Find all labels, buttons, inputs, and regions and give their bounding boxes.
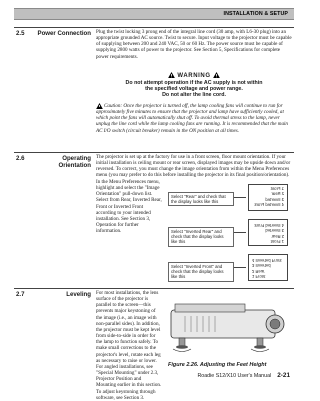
menu-preview-rear: 1 Front 2 Rear 3 Inverted 4 Inverted Front — [248, 184, 288, 211]
section-title: Operating Orientation — [58, 155, 91, 169]
orientation-callout: Select "Inverted Rear" and check that the display looks like this — [168, 227, 234, 247]
warning-title: WARNING — [96, 72, 292, 80]
warning-line: Do not attempt operation if the AC supply is not within — [125, 80, 263, 86]
section-rule — [14, 152, 294, 153]
page-number: 2-21 — [277, 372, 290, 379]
section-number: 2.5 — [16, 30, 25, 37]
section-title: Leveling — [66, 291, 91, 298]
menu-preview-inverted-front: 1 Front 2 Rear 3 Inverted 4 Inverted Front — [248, 254, 288, 281]
projector-feet-illustration — [165, 296, 290, 358]
header-title: INSTALLATION & SETUP — [223, 11, 288, 17]
figure-caption: Figure 2.26. Adjusting the Feet Height — [168, 362, 267, 368]
orientation-callout: Select "Inverted Front" and check that the display looks like this — [168, 262, 234, 282]
caution-block — [96, 103, 292, 134]
warning-line: Do not alter the line cord. — [162, 92, 226, 99]
callout-leader — [234, 267, 246, 268]
caution-text: Caution: Once the projector is turned off, the lamp cooling fans will continue to run for approximately five minutes to ensure that the projector and lamp have sufficiently cooled, at which point the fans will automatically shut off. To avoid thermal stress to the lamp, never unplug the line cord while the lamp cooling fans are running. It is recommended that the main AC I/O switch (circuit breaker) remain in the ON position at all times. — [96, 103, 288, 134]
callout-leader — [234, 232, 246, 233]
callout-leader — [234, 197, 246, 198]
caution-icon — [96, 103, 103, 109]
warning-line: the specified voltage and power range. — [145, 86, 243, 93]
section-rule — [14, 288, 294, 289]
section-body-text: In the Menu Preferences menu, highlight and select the "Image Orientation" pull-down list. Select from Rear, Inverted Rear, Front or Inverted Front according to your intended installation. See Section 3, Operation for further information. — [96, 179, 162, 235]
section-body-text: Plug the twist locking 3 prong end of the integral line cord (30 amp, with L6-30 plug) into an appropriate grounded AC source. Twist to secure. Input voltage to the projector must be capable of supplying between 200 and 240 VAC, 50 or 60 Hz. The power source must be capable of supplying 2800 watts of power to the projector. See Section 5, Specifications for complete power requirements. — [96, 29, 292, 60]
menu-preview-inverted-rear: 1 Front 2 Rear 3 Inverted 4 Inverted Front — [248, 219, 288, 246]
section-rule — [14, 27, 294, 28]
header-bar — [14, 8, 294, 20]
manual-title: Roadie S12/X10 User's Manual — [197, 373, 272, 379]
section-body-text: For most installations, the lens surface of the projector is parallel to the screen—this prevents major keystoning of the image (i.e., an image with non-parallel sides). In addition, the projector must be kept level from side-to-side in order for the lamp to function safely. To make small corrections to the projector's level, rotate each leg as necessary to raise or lower. For angled installations, see "Special Mounting" under 2.3, Projector Position and Mounting earlier in this section. To adjust keystoning through software, see Section 3. — [96, 290, 162, 401]
warning-icon — [168, 72, 175, 78]
page-footer — [197, 372, 290, 380]
warning-box — [96, 72, 292, 99]
section-body-text: The projector is set up at the factory for use in a front screen, floor mount orientation. If your initial installation is ceiling mount or rear screen, displayed images may be upside down and/or reversed. To correct, you must change the image orientation from within the Menu Preferences menu (you may prefer to do this before installing the projector in its final position/orientation). — [96, 154, 291, 179]
section-number: 2.6 — [16, 155, 25, 162]
section-number: 2.7 — [16, 291, 25, 298]
warning-icon — [213, 72, 220, 78]
orientation-callout: Select "Rear" and check that the display looks like this — [168, 192, 234, 206]
section-title: Power Connection — [37, 30, 91, 37]
